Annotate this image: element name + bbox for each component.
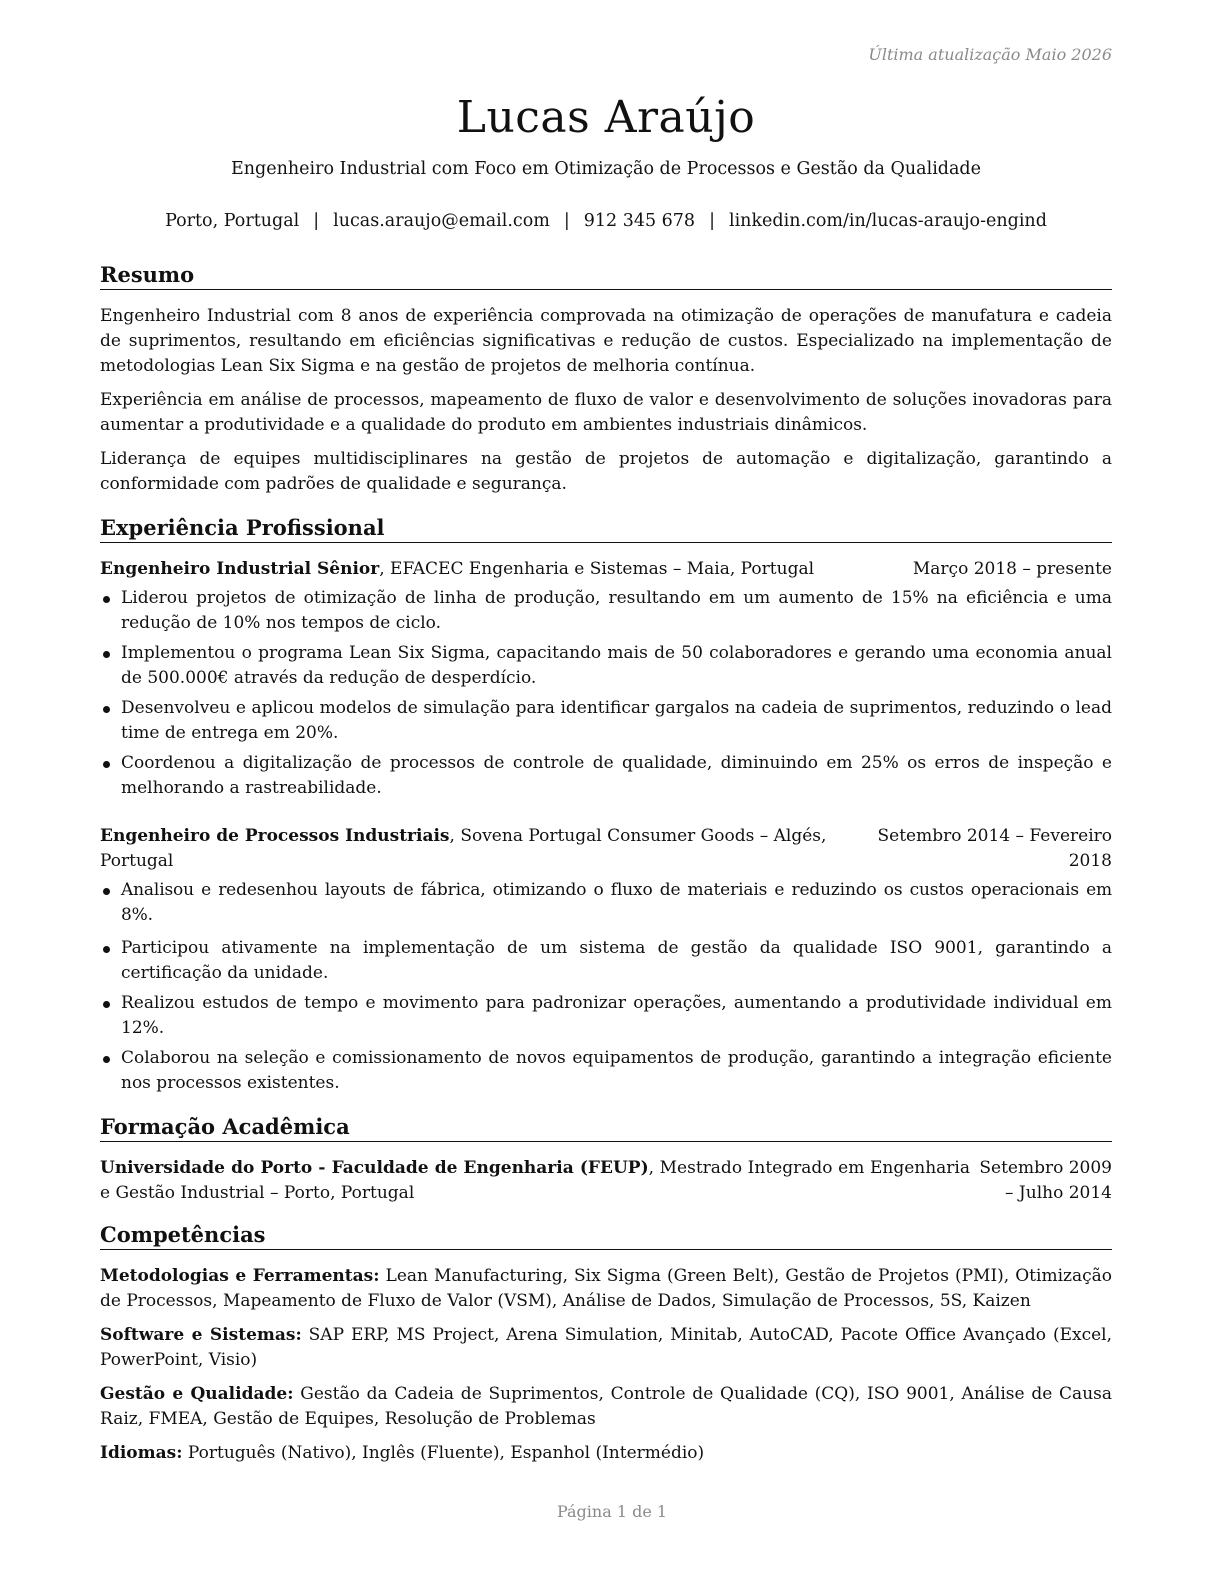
bullet-item [100, 751, 1112, 801]
skill-label: Idiomas: [100, 1443, 183, 1463]
education-title: Formação Acadêmica [100, 1114, 1112, 1142]
education-degree: , Mestrado Integrado em Engenharia e Gestão Industrial – Porto, Portugal [100, 1158, 970, 1203]
bullet-item [100, 1046, 1112, 1096]
contact-email[interactable]: lucas.araujo@email.com [333, 211, 550, 231]
experience-title: Experiência Profissional [100, 515, 1112, 543]
summary-title: Resumo [100, 262, 1112, 290]
skill-label: Software e Sistemas: [100, 1325, 302, 1345]
job-dates: Março 2018 – presente [912, 559, 1112, 579]
summary-paragraph: Engenheiro Industrial com 8 anos de experiência comprovada na otimização de operações de manufatura e cadeia de suprimentos, resultando em eficiências significativas e redução de custos. Especializado na implementação de metodologias Lean Six Sigma e na gestão de projetos de melhoria contínua. [100, 306, 1112, 376]
job-bullets [100, 878, 1112, 1096]
education-institution: Universidade do Porto - Faculdade de Engenharia (FEUP) [100, 1158, 649, 1178]
skill-group [100, 1323, 1112, 1373]
last-updated: Última atualização Maio 2026 [868, 45, 1112, 64]
bullet-item [100, 878, 1112, 928]
bullet-icon [103, 706, 110, 713]
bullet-text: Coordenou a digitalização de processos de controle de qualidade, diminuindo em 25% os erros de inspeção e melhorando a rastreabilidade. [121, 753, 1112, 798]
job-role: Engenheiro Industrial Sênior [100, 559, 380, 579]
bullet-icon [103, 946, 110, 953]
skill-group [100, 1441, 1112, 1466]
contact-separator: | [709, 211, 715, 231]
education-section [100, 1114, 1112, 1206]
contact-line [100, 210, 1112, 232]
skill-value: SAP ERP, MS Project, Arena Simulation, Minitab, AutoCAD, Pacote Office Avançado (Excel, PowerPoint, Visio) [100, 1325, 1112, 1370]
bullet-icon [103, 596, 110, 603]
bullet-item [100, 586, 1112, 636]
candidate-headline: Engenheiro Industrial com Foco em Otimização de Processos e Gestão da Qualidade [230, 159, 981, 179]
bullet-text: Colaborou na seleção e comissionamento de novos equipamentos de produção, garantindo a integração eficiente nos processos existentes. [121, 1048, 1112, 1093]
bullet-icon [103, 761, 110, 768]
skill-value: Lean Manufacturing, Six Sigma (Green Belt), Gestão de Projetos (PMI), Otimização de Processos, Mapeamento de Fluxo de Valor (VSM), Análise de Dados, Simulação de Processos, 5S, Kaizen [100, 1266, 1112, 1311]
skill-label: Gestão e Qualidade: [100, 1384, 294, 1404]
summary-paragraph: Experiência em análise de processos, mapeamento de fluxo de valor e desenvolvimento de soluções inovadoras para aumentar a produtividade e a qualidade do produto em ambientes industriais dinâmicos. [100, 390, 1112, 435]
contact-location: Porto, Portugal [165, 211, 300, 231]
experience-section [100, 515, 1112, 1096]
skill-label: Metodologias e Ferramentas: [100, 1266, 380, 1286]
bullet-text: Analisou e redesenhou layouts de fábrica, otimizando o fluxo de materiais e reduzindo os custos operacionais em 8%. [121, 880, 1112, 925]
contact-separator: | [313, 211, 320, 231]
contact-linkedin[interactable]: linkedin.com/in/lucas-araujo-engind [728, 211, 1047, 231]
page-number: Página 1 de 1 [556, 1502, 668, 1521]
skill-group [100, 1382, 1112, 1432]
skill-value: Português (Nativo), Inglês (Fluente), Espanhol (Intermédio) [182, 1443, 705, 1463]
job-entry [100, 557, 1112, 801]
job-bullets [100, 586, 1112, 801]
job-entry [100, 824, 1112, 1096]
bullet-icon [103, 888, 110, 895]
education-dates: Setembro 2009 – Julho 2014 [979, 1158, 1112, 1203]
bullet-text: Liderou projetos de otimização de linha de produção, resultando em um aumento de 15% na eficiência e uma redução de 10% nos tempos de ciclo. [121, 588, 1112, 633]
skills-section [100, 1222, 1112, 1466]
bullet-icon [103, 1001, 110, 1008]
summary-section [100, 262, 1112, 497]
contact-separator: | [563, 211, 570, 231]
bullet-text: Participou ativamente na implementação de um sistema de gestão da qualidade ISO 9001, garantindo a certificação da unidade. [121, 938, 1112, 983]
job-dates: Setembro 2014 – Fevereiro 2018 [877, 826, 1112, 871]
skill-value: Gestão da Cadeia de Suprimentos, Controle de Qualidade (CQ), ISO 9001, Análise de Causa Raiz, FMEA, Gestão de Equipes, Resolução de Problemas [100, 1384, 1112, 1429]
bullet-item [100, 991, 1112, 1041]
bullet-icon [103, 651, 110, 658]
job-company: , Sovena Portugal Consumer Goods – Algés, Portugal [100, 826, 827, 871]
job-company: , EFACEC Engenharia e Sistemas – Maia, Portugal [379, 559, 815, 579]
job-role: Engenheiro de Processos Industriais [100, 826, 450, 846]
bullet-text: Desenvolveu e aplicou modelos de simulação para identificar gargalos na cadeia de suprimentos, reduzindo o lead time de entrega em 20%. [121, 698, 1112, 743]
skills-title: Competências [100, 1222, 1112, 1250]
job-header [100, 557, 1112, 582]
bullet-item [100, 641, 1112, 691]
summary-paragraph: Liderança de equipes multidisciplinares na gestão de projetos de automação e digitalização, garantindo a conformidade com padrões de qualidade e segurança. [100, 449, 1112, 494]
skill-group [100, 1264, 1112, 1314]
contact-phone[interactable]: 912 345 678 [583, 211, 696, 231]
bullet-item [100, 696, 1112, 746]
bullet-text: Implementou o programa Lean Six Sigma, capacitando mais de 50 colaboradores e gerando uma economia anual de 500.000€ através da redução de desperdício. [121, 643, 1112, 688]
bullet-item [100, 936, 1112, 986]
bullet-text: Realizou estudos de tempo e movimento para padronizar operações, aumentando a produtividade individual em 12%. [121, 993, 1112, 1038]
candidate-name: Lucas Araújo [456, 92, 756, 143]
education-entry [100, 1156, 1112, 1206]
bullet-icon [103, 1056, 110, 1063]
job-header [100, 824, 1112, 874]
